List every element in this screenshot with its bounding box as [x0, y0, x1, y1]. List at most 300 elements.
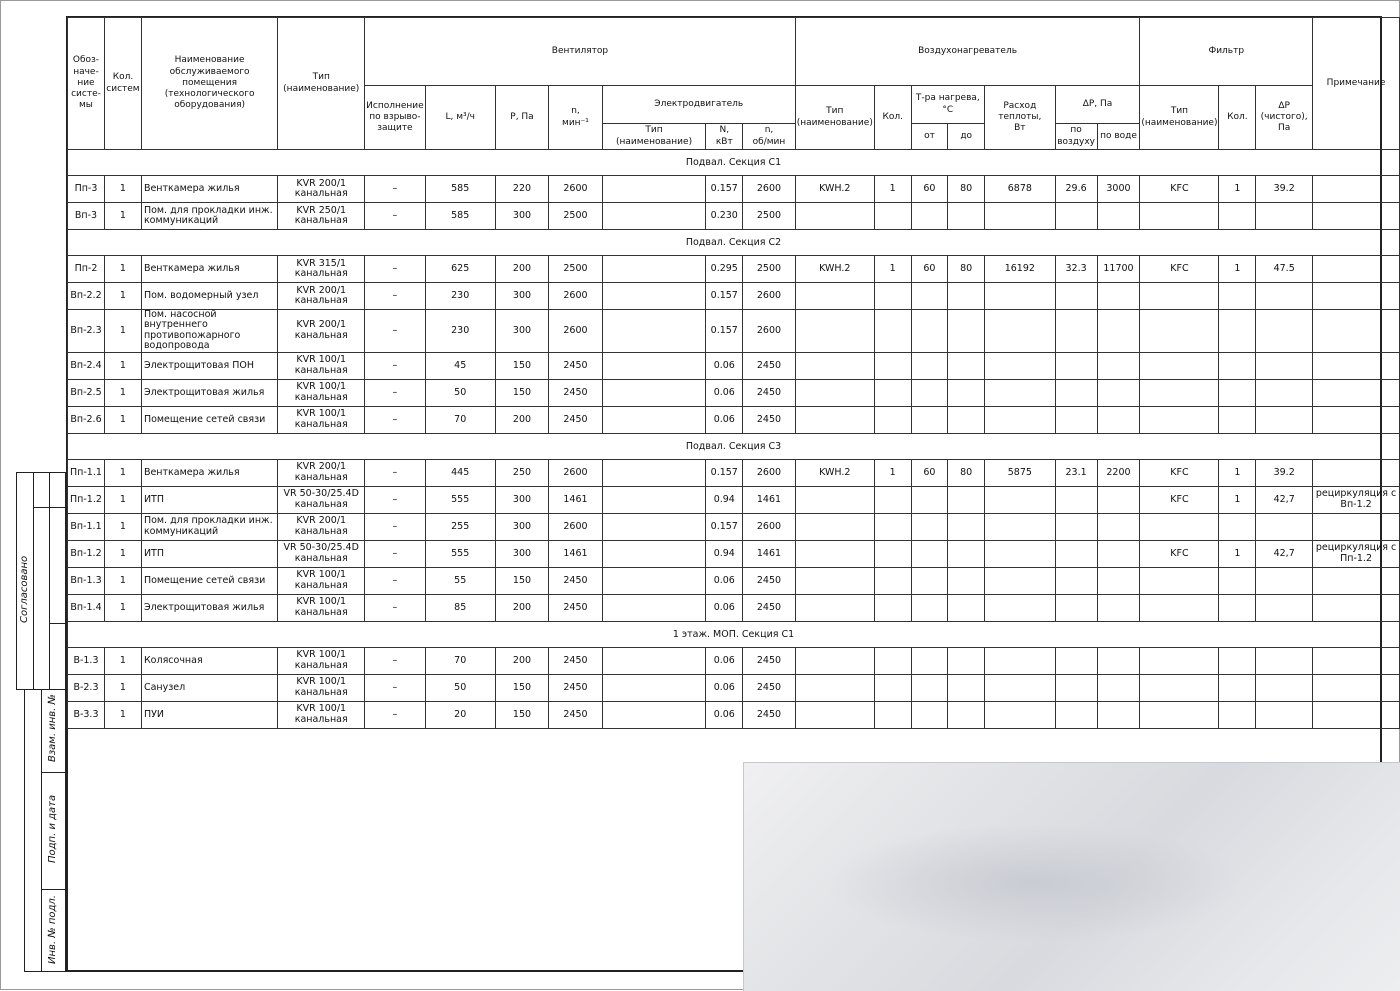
- cell-heater-count: [874, 310, 911, 353]
- cell-motor-rpm: 2600: [743, 283, 796, 310]
- cell-filter-count: [1219, 283, 1256, 310]
- cell-filter-type: KFC: [1140, 459, 1219, 486]
- cell-system-count: 1: [104, 567, 141, 594]
- cell-airflow: 20: [425, 701, 495, 728]
- cell-note: [1313, 513, 1400, 540]
- cell-filter-count: 1: [1219, 176, 1256, 203]
- cell-note: [1313, 256, 1400, 283]
- cell-pressure: 200: [495, 594, 548, 621]
- cell-room-name: Электрощитовая жилья: [141, 379, 277, 406]
- cell-filter-type: [1140, 647, 1219, 674]
- cell-note: [1313, 701, 1400, 728]
- cell-temp-from: [911, 513, 948, 540]
- cell-motor-power: 0.157: [706, 459, 743, 486]
- cell-temp-to: [948, 310, 985, 353]
- cell-airflow: 230: [425, 310, 495, 353]
- cell-room-name: Пом. водомерный узел: [141, 283, 277, 310]
- cell-heater-type: [795, 701, 874, 728]
- cell-heat-flow: 6878: [985, 176, 1056, 203]
- cell-pressure: 200: [495, 256, 548, 283]
- cell-fan-type: KVR 100/1 канальная: [278, 567, 365, 594]
- cell-pressure: 150: [495, 379, 548, 406]
- cell-filter-type: [1140, 310, 1219, 353]
- cell-dp-water: [1097, 540, 1140, 567]
- cell-note: [1313, 406, 1400, 433]
- cell-system-count: 1: [104, 701, 141, 728]
- cell-filter-dp: [1256, 594, 1313, 621]
- cell-fan-type: KVR 100/1 канальная: [278, 379, 365, 406]
- header-row-1: [68, 18, 1400, 86]
- cell-dp-air: [1055, 379, 1097, 406]
- cell-heater-type: [795, 567, 874, 594]
- cell-motor-type: [602, 176, 706, 203]
- cell-pressure: 300: [495, 283, 548, 310]
- cell-room-name: Венткамера жилья: [141, 256, 277, 283]
- cell-motor-type: [602, 256, 706, 283]
- cell-rpm: 2450: [549, 647, 603, 674]
- cell-explosion: –: [365, 594, 426, 621]
- cell-temp-from: [911, 283, 948, 310]
- cell-room-name: Венткамера жилья: [141, 459, 277, 486]
- cell-airflow: 255: [425, 513, 495, 540]
- cell-motor-type: [602, 513, 706, 540]
- cell-filter-type: [1140, 352, 1219, 379]
- cell-dp-water: [1097, 486, 1140, 513]
- cell-heater-count: [874, 486, 911, 513]
- cell-rpm: 2500: [549, 256, 603, 283]
- cell-filter-type: KFC: [1140, 176, 1219, 203]
- cell-explosion: –: [365, 674, 426, 701]
- cell-temp-from: [911, 674, 948, 701]
- table-row: [68, 379, 1400, 406]
- cell-filter-dp: 47.5: [1256, 256, 1313, 283]
- section-row: [68, 621, 1400, 647]
- cell-pressure: 200: [495, 647, 548, 674]
- cell-motor-power: 0.06: [706, 379, 743, 406]
- cell-dp-air: [1055, 594, 1097, 621]
- cell-motor-rpm: 2450: [743, 567, 796, 594]
- cell-motor-power: 0.06: [706, 594, 743, 621]
- cell-room-name: Пом. для прокладки инж. коммуникаций: [141, 203, 277, 230]
- cell-system-count: 1: [104, 256, 141, 283]
- cell-temp-from: [911, 701, 948, 728]
- cell-room-name: Электрощитовая ПОН: [141, 352, 277, 379]
- side-cell: [33, 472, 50, 508]
- cell-heater-count: [874, 283, 911, 310]
- cell-filter-count: [1219, 203, 1256, 230]
- cell-filter-type: [1140, 203, 1219, 230]
- cell-note: [1313, 379, 1400, 406]
- cell-rpm: 1461: [549, 540, 603, 567]
- header-pressure: P, Па: [495, 86, 548, 150]
- cell-pressure: 200: [495, 406, 548, 433]
- cell-note: [1313, 647, 1400, 674]
- cell-dp-water: [1097, 701, 1140, 728]
- cell-pressure: 300: [495, 203, 548, 230]
- cell-dp-water: [1097, 513, 1140, 540]
- cell-rpm: 1461: [549, 486, 603, 513]
- cell-motor-rpm: 2450: [743, 674, 796, 701]
- cell-filter-count: 1: [1219, 486, 1256, 513]
- cell-system-count: 1: [104, 310, 141, 353]
- cell-temp-to: [948, 352, 985, 379]
- cell-heater-type: [795, 647, 874, 674]
- cell-temp-to: [948, 379, 985, 406]
- cell-filter-count: 1: [1219, 540, 1256, 567]
- cell-designation: Вп-1.3: [68, 567, 105, 594]
- cell-system-count: 1: [104, 647, 141, 674]
- cell-temp-from: [911, 352, 948, 379]
- cell-heat-flow: [985, 379, 1056, 406]
- cell-heater-type: [795, 352, 874, 379]
- cell-dp-water: 3000: [1097, 176, 1140, 203]
- header-motor: Электродвигатель: [602, 86, 795, 124]
- cell-system-count: 1: [104, 352, 141, 379]
- cell-motor-rpm: 2600: [743, 459, 796, 486]
- cell-heater-type: KWH.2: [795, 176, 874, 203]
- cell-airflow: 55: [425, 567, 495, 594]
- cell-temp-from: [911, 594, 948, 621]
- cell-filter-dp: [1256, 647, 1313, 674]
- side-replace-inv-label: Взам. инв. №: [47, 694, 58, 762]
- cell-dp-water: [1097, 310, 1140, 353]
- cell-heat-flow: [985, 203, 1056, 230]
- cell-system-count: 1: [104, 379, 141, 406]
- cell-explosion: –: [365, 310, 426, 353]
- cell-system-count: 1: [104, 459, 141, 486]
- blurred-title-block: [743, 762, 1400, 991]
- cell-heater-count: [874, 379, 911, 406]
- cell-room-name: ИТП: [141, 540, 277, 567]
- cell-temp-to: 80: [948, 176, 985, 203]
- header-motor-power: N, кВт: [706, 124, 743, 150]
- table-row: [68, 486, 1400, 513]
- section-title: Подвал. Секция С1: [68, 150, 1400, 176]
- cell-motor-power: 0.157: [706, 513, 743, 540]
- cell-pressure: 300: [495, 310, 548, 353]
- cell-filter-type: KFC: [1140, 486, 1219, 513]
- header-heater-count: Кол.: [874, 86, 911, 150]
- cell-filter-dp: [1256, 203, 1313, 230]
- section-title: 1 этаж. МОП. Секция С1: [68, 621, 1400, 647]
- cell-designation: Вп-2.3: [68, 310, 105, 353]
- cell-explosion: –: [365, 647, 426, 674]
- header-filter: Фильтр: [1140, 18, 1313, 86]
- cell-motor-power: 0.06: [706, 647, 743, 674]
- header-dp: ΔР, Па: [1055, 86, 1140, 124]
- header-note: Примечание: [1313, 18, 1400, 150]
- cell-airflow: 50: [425, 379, 495, 406]
- cell-rpm: 2600: [549, 310, 603, 353]
- cell-system-count: 1: [104, 513, 141, 540]
- cell-motor-power: 0.06: [706, 674, 743, 701]
- cell-motor-type: [602, 647, 706, 674]
- cell-filter-dp: 42,7: [1256, 486, 1313, 513]
- cell-dp-water: [1097, 567, 1140, 594]
- cell-room-name: Пом. насосной внутреннего противопожарного водопровода: [141, 310, 277, 353]
- cell-explosion: –: [365, 486, 426, 513]
- cell-filter-dp: [1256, 701, 1313, 728]
- cell-airflow: 85: [425, 594, 495, 621]
- cell-dp-water: 11700: [1097, 256, 1140, 283]
- cell-dp-water: 2200: [1097, 459, 1140, 486]
- cell-heat-flow: [985, 283, 1056, 310]
- cell-dp-water: [1097, 379, 1140, 406]
- cell-dp-air: [1055, 406, 1097, 433]
- cell-rpm: 2600: [549, 176, 603, 203]
- side-inv-orig-label: Инв. № подл.: [47, 895, 58, 964]
- cell-room-name: Венткамера жилья: [141, 176, 277, 203]
- cell-temp-to: [948, 674, 985, 701]
- cell-system-count: 1: [104, 486, 141, 513]
- cell-motor-rpm: 2450: [743, 352, 796, 379]
- cell-motor-power: 0.94: [706, 486, 743, 513]
- cell-motor-power: 0.94: [706, 540, 743, 567]
- cell-designation: Вп-1.4: [68, 594, 105, 621]
- cell-explosion: –: [365, 203, 426, 230]
- header-motor-rpm: n, об/мин: [743, 124, 796, 150]
- cell-heat-flow: [985, 540, 1056, 567]
- header-fan: Вентилятор: [365, 18, 796, 86]
- cell-filter-count: [1219, 513, 1256, 540]
- cell-heat-flow: [985, 310, 1056, 353]
- side-cell: [49, 507, 66, 624]
- cell-room-name: ПУИ: [141, 701, 277, 728]
- cell-motor-rpm: 2500: [743, 203, 796, 230]
- cell-airflow: 555: [425, 486, 495, 513]
- cell-heater-type: [795, 203, 874, 230]
- cell-fan-type: KVR 100/1 канальная: [278, 647, 365, 674]
- cell-explosion: –: [365, 256, 426, 283]
- header-rpm: n, мин⁻¹: [549, 86, 603, 150]
- cell-heat-flow: [985, 701, 1056, 728]
- cell-airflow: 230: [425, 283, 495, 310]
- side-cell: [33, 507, 50, 690]
- table-row: [68, 647, 1400, 674]
- cell-temp-from: [911, 567, 948, 594]
- header-filter-type: Тип (наименование): [1140, 86, 1219, 150]
- cell-designation: Вп-3: [68, 203, 105, 230]
- section-row: [68, 230, 1400, 256]
- cell-temp-to: 80: [948, 256, 985, 283]
- cell-filter-count: [1219, 674, 1256, 701]
- side-replace-inv-cell: [41, 689, 66, 773]
- cell-temp-from: 60: [911, 256, 948, 283]
- cell-fan-type: KVR 100/1 канальная: [278, 674, 365, 701]
- side-sign-date-label: Подп. и дата: [47, 794, 58, 863]
- cell-fan-type: KVR 200/1 канальная: [278, 459, 365, 486]
- cell-heat-flow: [985, 486, 1056, 513]
- section-title: Подвал. Секция С2: [68, 230, 1400, 256]
- cell-temp-to: [948, 647, 985, 674]
- cell-rpm: 2450: [549, 701, 603, 728]
- table-row: [68, 310, 1400, 353]
- cell-motor-power: 0.157: [706, 176, 743, 203]
- cell-dp-water: [1097, 203, 1140, 230]
- table-row: [68, 256, 1400, 283]
- cell-filter-type: [1140, 406, 1219, 433]
- cell-filter-count: [1219, 567, 1256, 594]
- cell-airflow: 585: [425, 176, 495, 203]
- cell-dp-air: 32.3: [1055, 256, 1097, 283]
- cell-filter-count: [1219, 406, 1256, 433]
- header-motor-type: Тип (наименование): [602, 124, 706, 150]
- cell-motor-rpm: 2450: [743, 701, 796, 728]
- cell-designation: Вп-2.5: [68, 379, 105, 406]
- cell-system-count: 1: [104, 406, 141, 433]
- side-cell: [49, 472, 66, 508]
- cell-pressure: 250: [495, 459, 548, 486]
- cell-filter-type: [1140, 567, 1219, 594]
- cell-note: [1313, 203, 1400, 230]
- cell-system-count: 1: [104, 176, 141, 203]
- header-heater: Воздухонагреватель: [795, 18, 1140, 86]
- header-dp-air: по воздуху: [1055, 124, 1097, 150]
- cell-designation: Пп-1.2: [68, 486, 105, 513]
- cell-motor-rpm: 2600: [743, 310, 796, 353]
- cell-airflow: 50: [425, 674, 495, 701]
- cell-filter-type: [1140, 379, 1219, 406]
- cell-room-name: Помещение сетей связи: [141, 406, 277, 433]
- cell-pressure: 150: [495, 567, 548, 594]
- cell-explosion: –: [365, 406, 426, 433]
- cell-pressure: 150: [495, 674, 548, 701]
- cell-dp-air: [1055, 310, 1097, 353]
- cell-motor-type: [602, 540, 706, 567]
- cell-dp-water: [1097, 283, 1140, 310]
- cell-heater-count: 1: [874, 256, 911, 283]
- cell-heater-type: [795, 283, 874, 310]
- cell-temp-to: [948, 540, 985, 567]
- cell-temp-to: [948, 701, 985, 728]
- header-airflow: L, м³/ч: [425, 86, 495, 150]
- cell-filter-count: [1219, 701, 1256, 728]
- side-agreed-cell: [16, 472, 34, 690]
- header-designation: Обоз- наче- ние систе-мы: [68, 18, 105, 150]
- cell-fan-type: VR 50-30/25.4D канальная: [278, 540, 365, 567]
- cell-designation: Вп-1.1: [68, 513, 105, 540]
- cell-dp-air: 23.1: [1055, 459, 1097, 486]
- cell-temp-to: 80: [948, 459, 985, 486]
- cell-explosion: –: [365, 540, 426, 567]
- header-filter-dp: ΔР (чистого), Па: [1256, 86, 1313, 150]
- cell-motor-power: 0.295: [706, 256, 743, 283]
- cell-filter-type: [1140, 513, 1219, 540]
- cell-dp-water: [1097, 647, 1140, 674]
- section-row: [68, 433, 1400, 459]
- cell-designation: Вп-2.2: [68, 283, 105, 310]
- section-row: [68, 150, 1400, 176]
- cell-filter-dp: [1256, 283, 1313, 310]
- cell-motor-type: [602, 379, 706, 406]
- cell-rpm: 2600: [549, 513, 603, 540]
- header-system-count: Кол. систем: [104, 18, 141, 150]
- cell-filter-count: [1219, 647, 1256, 674]
- header-heat-flow: Расход теплоты, Вт: [985, 86, 1056, 150]
- table-row: [68, 513, 1400, 540]
- cell-motor-rpm: 2450: [743, 379, 796, 406]
- cell-heater-type: KWH.2: [795, 256, 874, 283]
- cell-designation: Вп-1.2: [68, 540, 105, 567]
- cell-filter-dp: 42,7: [1256, 540, 1313, 567]
- header-heater-type: Тип (наименование): [795, 86, 874, 150]
- cell-temp-from: [911, 310, 948, 353]
- cell-filter-count: 1: [1219, 459, 1256, 486]
- cell-heater-count: [874, 594, 911, 621]
- cell-heater-type: KWH.2: [795, 459, 874, 486]
- cell-dp-air: [1055, 513, 1097, 540]
- cell-heater-type: [795, 594, 874, 621]
- cell-filter-count: [1219, 594, 1256, 621]
- cell-motor-rpm: 1461: [743, 486, 796, 513]
- cell-filter-type: KFC: [1140, 540, 1219, 567]
- cell-heat-flow: [985, 567, 1056, 594]
- cell-fan-type: KVR 200/1 канальная: [278, 283, 365, 310]
- cell-filter-count: 1: [1219, 256, 1256, 283]
- cell-heat-flow: [985, 647, 1056, 674]
- cell-temp-to: [948, 486, 985, 513]
- cell-airflow: 445: [425, 459, 495, 486]
- cell-rpm: 2600: [549, 283, 603, 310]
- cell-motor-rpm: 2450: [743, 594, 796, 621]
- cell-room-name: Колясочная: [141, 647, 277, 674]
- cell-note: [1313, 283, 1400, 310]
- cell-heater-count: [874, 540, 911, 567]
- cell-pressure: 300: [495, 540, 548, 567]
- cell-system-count: 1: [104, 283, 141, 310]
- header-filter-count: Кол.: [1219, 86, 1256, 150]
- cell-dp-water: [1097, 352, 1140, 379]
- cell-room-name: Помещение сетей связи: [141, 567, 277, 594]
- cell-dp-air: [1055, 701, 1097, 728]
- cell-fan-type: KVR 200/1 канальная: [278, 513, 365, 540]
- cell-heater-count: [874, 647, 911, 674]
- cell-motor-power: 0.06: [706, 406, 743, 433]
- cell-motor-rpm: 2600: [743, 513, 796, 540]
- cell-fan-type: KVR 100/1 канальная: [278, 406, 365, 433]
- cell-temp-from: [911, 379, 948, 406]
- cell-airflow: 585: [425, 203, 495, 230]
- cell-room-name: Санузел: [141, 674, 277, 701]
- cell-heater-count: [874, 701, 911, 728]
- cell-designation: Пп-2: [68, 256, 105, 283]
- cell-heater-count: [874, 203, 911, 230]
- cell-dp-air: [1055, 674, 1097, 701]
- side-cell: [49, 623, 66, 690]
- cell-motor-power: 0.157: [706, 283, 743, 310]
- cell-heater-count: 1: [874, 176, 911, 203]
- cell-heater-type: [795, 486, 874, 513]
- cell-explosion: –: [365, 352, 426, 379]
- cell-rpm: 2450: [549, 406, 603, 433]
- cell-dp-water: [1097, 674, 1140, 701]
- cell-airflow: 70: [425, 406, 495, 433]
- cell-dp-air: [1055, 647, 1097, 674]
- cell-note: [1313, 567, 1400, 594]
- cell-motor-rpm: 1461: [743, 540, 796, 567]
- cell-dp-air: [1055, 540, 1097, 567]
- cell-explosion: –: [365, 283, 426, 310]
- cell-filter-dp: [1256, 513, 1313, 540]
- cell-fan-type: KVR 100/1 канальная: [278, 352, 365, 379]
- cell-note: [1313, 310, 1400, 353]
- equipment-spec-table: [67, 17, 1400, 729]
- cell-note: [1313, 352, 1400, 379]
- cell-airflow: 45: [425, 352, 495, 379]
- cell-motor-type: [602, 310, 706, 353]
- cell-heater-type: [795, 540, 874, 567]
- cell-designation: В-2.3: [68, 674, 105, 701]
